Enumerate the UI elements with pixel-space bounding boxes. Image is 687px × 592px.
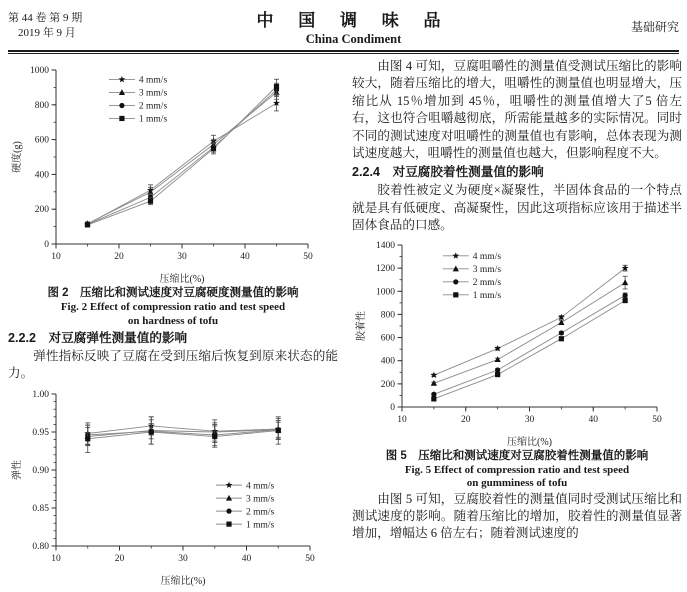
svg-text:4 mm/s: 4 mm/s [472, 251, 502, 262]
svg-text:10: 10 [397, 414, 407, 425]
gumminess-chart [352, 235, 687, 449]
svg-text:600: 600 [34, 135, 49, 146]
svg-text:2 mm/s: 2 mm/s [246, 507, 275, 518]
svg-text:400: 400 [34, 170, 49, 181]
svg-text:硬度(g): 硬度(g) [12, 141, 23, 173]
gumminess-result-paragraph: 由图 5 可知，豆腐胶着性的测量值同时受测试压缩比和测试速度的影响。随着压缩比的增加，胶着性的测量值显著增加，增幅达 6 倍左右；随着测试速度的 [352, 491, 682, 541]
journal-title [158, 6, 549, 47]
svg-text:3 mm/s: 3 mm/s [138, 88, 168, 99]
fig2-caption-cn: 图 2 压缩比和测试速度对豆腐硬度测量值的影响 [47, 287, 299, 299]
section-2-2-2-heading: 2.2.2 对豆腐弹性测量值的影响 [8, 331, 188, 345]
svg-text:0.85: 0.85 [32, 503, 49, 514]
svg-text:胶着性: 胶着性 [356, 310, 367, 341]
svg-text:30: 30 [524, 414, 535, 425]
journal-title-en: China Condiment [305, 32, 402, 46]
svg-text:30: 30 [177, 252, 187, 262]
chewiness-paragraph: 由图 4 可知，豆腐咀嚼性的测量值受测试压缩比的影响较大，随着压缩比的增大，咀嚼性的测量值也明显增大，压缩比从 15％增加到 45％，咀嚼性的测量值增大了5 倍左右，这也符合咀嚼越彻底，所需能量越多的实际情况。同时不同的测试速度对咀嚼性的测量值也有影响，总体表现为测试速度越大，咀嚼性的测量值也越大，但影响程度不大。 [352, 59, 682, 161]
svg-text:压缩比(%): 压缩比(%) [160, 575, 206, 587]
date-line: 2019 年 9 月 [18, 27, 76, 39]
svg-text:2 mm/s: 2 mm/s [138, 101, 168, 112]
svg-text:40: 40 [241, 553, 252, 564]
svg-text:0: 0 [390, 402, 395, 413]
gumminess-intro-paragraph: 胶着性被定义为硬度×凝聚性，半固体食品的一个特点就是具有低硬度、高凝聚性，因此这项指标应该用于描述半固体食品的口感。 [352, 183, 682, 233]
svg-text:3 mm/s: 3 mm/s [246, 494, 275, 505]
elasticity-intro-paragraph: 弹性指标反映了豆腐在受到压缩后恢复到原来状态的能力。 [8, 349, 338, 381]
svg-text:400: 400 [380, 356, 395, 367]
svg-text:30: 30 [178, 553, 188, 564]
journal-title-cn: 中 国 调 味 品 [256, 11, 451, 30]
svg-text:1 mm/s: 1 mm/s [472, 290, 502, 301]
page-header [8, 6, 679, 48]
svg-text:0.90: 0.90 [32, 465, 49, 476]
svg-text:50: 50 [305, 553, 315, 564]
svg-text:0.95: 0.95 [32, 427, 49, 438]
svg-text:1400: 1400 [376, 240, 395, 251]
svg-text:50: 50 [303, 252, 313, 262]
svg-text:0.80: 0.80 [32, 541, 49, 552]
hardness-chart [8, 58, 338, 286]
svg-text:20: 20 [461, 414, 471, 425]
fig5-caption-en2: on gumminess of tofu [466, 477, 568, 490]
fig5-caption-cn: 图 5 压缩比和测试速度对豆腐胶着性测量值的影响 [385, 449, 649, 462]
svg-text:1000: 1000 [376, 286, 395, 297]
svg-text:4 mm/s: 4 mm/s [246, 481, 275, 492]
svg-text:40: 40 [240, 252, 250, 262]
volume-info [8, 6, 158, 41]
svg-text:40: 40 [588, 414, 598, 425]
svg-text:200: 200 [34, 205, 49, 216]
springiness-chart [8, 386, 338, 588]
fig2-caption-en1: Fig. 2 Effect of compression ratio and test speed [60, 301, 286, 313]
svg-text:800: 800 [380, 310, 395, 321]
svg-text:20: 20 [114, 252, 124, 262]
svg-text:4 mm/s: 4 mm/s [138, 75, 168, 86]
volume-line: 第 44 卷 第 9 期 [8, 12, 83, 24]
fig2-caption-en2: on hardness of tofu [127, 314, 219, 327]
svg-text:200: 200 [380, 379, 395, 390]
section-2-2-4-heading: 2.2.4 对豆腐胶着性测量值的影响 [352, 165, 544, 180]
svg-text:1 mm/s: 1 mm/s [138, 114, 168, 125]
svg-text:1000: 1000 [30, 66, 49, 76]
svg-text:600: 600 [380, 333, 395, 344]
svg-text:1.00: 1.00 [32, 389, 49, 400]
svg-text:压缩比(%): 压缩比(%) [159, 274, 205, 285]
svg-text:0: 0 [44, 240, 49, 250]
svg-text:压缩比(%): 压缩比(%) [507, 436, 552, 448]
header-divider [8, 50, 679, 54]
svg-text:10: 10 [51, 252, 61, 262]
svg-text:1 mm/s: 1 mm/s [246, 520, 275, 531]
left-column [8, 58, 338, 588]
svg-text:10: 10 [51, 553, 61, 564]
svg-text:弹性: 弹性 [12, 459, 23, 480]
right-column [352, 58, 682, 588]
svg-text:3 mm/s: 3 mm/s [472, 264, 502, 275]
fig5-caption-en1: Fig. 5 Effect of compression ratio and test speed [404, 463, 630, 476]
svg-text:50: 50 [652, 414, 662, 425]
svg-text:1200: 1200 [376, 263, 395, 274]
svg-text:2 mm/s: 2 mm/s [472, 277, 502, 288]
section-label: 基础研究 [630, 20, 679, 34]
svg-text:20: 20 [114, 553, 125, 564]
svg-text:800: 800 [34, 100, 49, 111]
